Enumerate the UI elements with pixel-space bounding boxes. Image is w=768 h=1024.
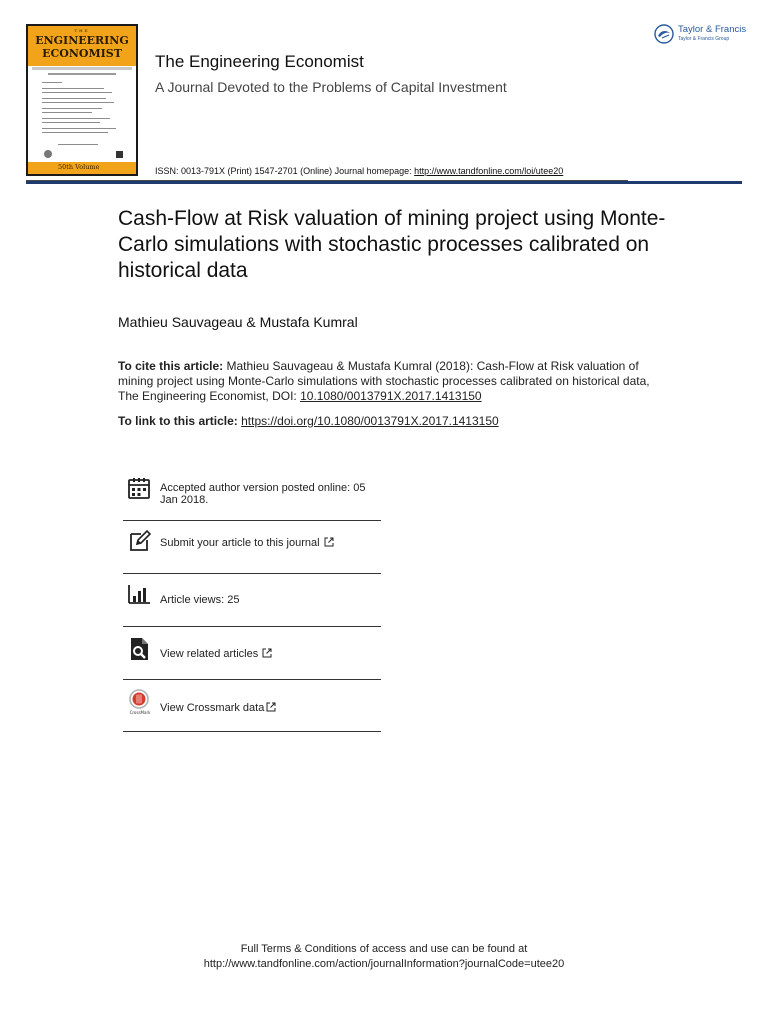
cover-strip: [32, 67, 132, 70]
footer: [0, 942, 768, 972]
article-doi-url-link[interactable]: https://doi.org/10.1080/0013791X.2017.1413150: [241, 414, 499, 428]
issn-text: ISSN: 0013-791X (Print) 1547-2701 (Online) Journal homepage:: [155, 166, 415, 176]
submit-article-label: Submit your article to this journal: [160, 537, 320, 549]
article-info-list: [123, 468, 381, 732]
journal-cover-image: [26, 24, 138, 176]
publisher-name: Taylor & Francis: [678, 24, 747, 35]
cover-text-line: [42, 102, 114, 103]
external-link-icon: [262, 648, 272, 658]
cover-text-line: [42, 112, 92, 113]
footer-terms-line: Full Terms & Conditions of access and use can be found at: [240, 943, 528, 955]
taylor-francis-icon: [654, 24, 674, 44]
cover-text-line: [42, 88, 104, 89]
cover-text-line: [42, 132, 108, 133]
cover-issue-line: [48, 73, 116, 75]
cite-text: Mathieu Sauvageau & Mustafa Kumral (2018): Cash-Flow at Risk valuation of mining project using Monte-Carlo simulations with stochastic processes calibrated on historical data, The Engineering Economist, DOI:: [118, 359, 650, 403]
crossmark-item[interactable]: [123, 680, 381, 732]
article-title: Cash-Flow at Risk valuation of mining project using Monte-Carlo simulations with stochastic processes calibrated on historical data: [118, 207, 666, 282]
cover-text-line: [42, 82, 62, 83]
journal-homepage-link[interactable]: http://www.tandfonline.com/loi/utee20: [414, 166, 564, 176]
cover-text-line: [42, 118, 110, 119]
accepted-text: Accepted author version posted online: 05 Jan 2018.: [160, 482, 366, 506]
article-authors: Mathieu Sauvageau & Mustafa Kumral: [118, 314, 358, 330]
crossmark-label: View Crossmark data: [160, 702, 265, 714]
external-link-icon: [266, 702, 276, 712]
submit-article-item[interactable]: [123, 521, 381, 574]
crossmark-caption: CrossMark: [129, 710, 151, 715]
calendar-icon: [127, 476, 151, 500]
issn-line: [155, 166, 563, 176]
article-views-text: Article views: 25: [160, 594, 240, 606]
publisher-group: Taylor & Francis Group: [678, 36, 730, 42]
cover-text-line: [42, 122, 100, 123]
related-articles-item[interactable]: [123, 627, 381, 680]
accepted-item: [123, 468, 381, 521]
related-articles-label: View related articles: [160, 648, 259, 660]
external-link-icon: [324, 537, 334, 547]
cite-label: To cite this article:: [118, 359, 224, 373]
cover-text-line: [42, 92, 112, 93]
document-search-icon: [127, 637, 151, 661]
cover-publisher-logo: [116, 151, 123, 158]
cover-title: [28, 34, 136, 60]
cover-text-line: [58, 144, 98, 145]
journal-subtitle: A Journal Devoted to the Problems of Capital Investment: [155, 79, 507, 95]
link-label: To link to this article:: [118, 414, 242, 428]
cover-the: THE: [74, 28, 90, 33]
related-articles-link[interactable]: [160, 648, 272, 660]
header-rule: [26, 181, 742, 184]
submit-article-link[interactable]: [160, 537, 334, 549]
article-link-line: [118, 414, 499, 428]
bar-chart-icon: [127, 582, 151, 606]
cover-title-line1: ENGINEERING: [35, 34, 129, 47]
article-views-item: [123, 574, 381, 627]
doi-link[interactable]: 10.1080/0013791X.2017.1413150: [300, 389, 482, 403]
cover-text-line: [42, 128, 116, 129]
edit-icon: [127, 529, 151, 553]
citation-block: [118, 359, 658, 404]
cover-text-line: [42, 108, 102, 109]
cover-seal: [44, 150, 52, 158]
crossmark-link[interactable]: [160, 702, 276, 714]
cover-volume: 50th Volume: [58, 163, 100, 171]
journal-title: The Engineering Economist: [155, 52, 364, 71]
footer-url[interactable]: http://www.tandfonline.com/action/journalInformation?journalCode=utee20: [203, 958, 565, 970]
publisher-logo[interactable]: [654, 22, 754, 48]
cover-text-line: [42, 98, 106, 99]
cover-title-line2: ECONOMIST: [42, 47, 122, 60]
